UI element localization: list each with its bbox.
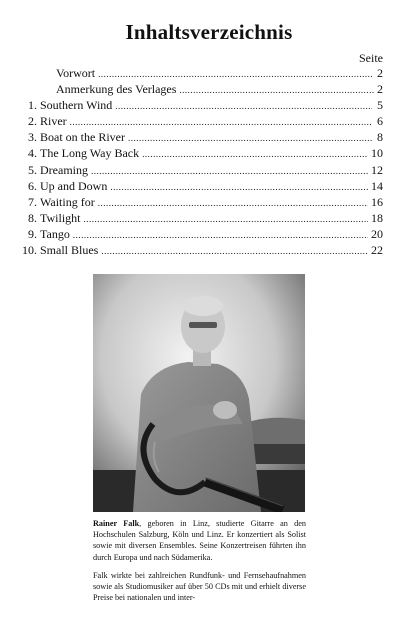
toc-leader-dots (70, 114, 371, 130)
toc-entry (18, 129, 383, 145)
toc-leader-dots (179, 82, 374, 98)
toc-entry-title: Boat on the River (40, 130, 125, 145)
toc-entry-title: Small Blues (40, 243, 99, 258)
toc-entry-title: Up and Down (40, 178, 108, 193)
toc-entry (18, 113, 383, 129)
toc-entry-number: 6. (28, 178, 37, 193)
toc-leader-dots (98, 66, 372, 82)
toc-entry-page: 8 (377, 130, 383, 145)
toc-entry-number: 9. (28, 226, 37, 241)
bio-paragraph-text: , geboren in Linz, studierte Gitarre an den Hochschulen Salzburg, Köln und Linz. Er konzertiert als Solist sowie mit diversen Ensembles. Seine Konzertreisen führten ihn durch Europa und nach Südamerika. (93, 519, 306, 562)
toc-entry-title: Vorwort (56, 66, 96, 80)
page-title: Inhaltsverzeichnis (125, 20, 293, 44)
toc-entry-page: 12 (371, 162, 383, 177)
toc-entry (18, 178, 383, 194)
toc-leader-dots (110, 179, 368, 195)
toc-entry-title: Twilight (40, 210, 81, 225)
toc-leader-dots (115, 98, 372, 114)
author-name: Rainer Falk (93, 519, 140, 528)
toc-entry-page: 22 (371, 243, 383, 258)
toc-entry-number: 10. (22, 243, 37, 258)
toc-entry (18, 81, 383, 97)
bio-paragraph: Falk wirkte bei zahlreichen Rundfunk- und Fernsehaufnahmen sowie als Studiomusiker auf über 50 CDs mit und erhielt diverse Preise bei nationalen und inter- (93, 570, 306, 603)
toc-entry-page: 16 (371, 194, 383, 209)
toc-entry (18, 242, 383, 258)
toc-leader-dots (128, 130, 373, 146)
toc-entry-number: 5. (28, 162, 37, 177)
toc-entry-title: Waiting for (40, 194, 95, 209)
toc-entry-page: 10 (371, 146, 383, 161)
toc-entry (18, 145, 383, 161)
table-of-contents (18, 65, 383, 258)
toc-entry (18, 194, 383, 210)
toc-entry-number: 7. (28, 194, 37, 209)
toc-leader-dots (142, 146, 368, 162)
toc-entry-number: 2. (28, 114, 37, 129)
toc-entry (18, 162, 383, 178)
toc-entry-title: Tango (40, 226, 70, 241)
toc-entry-page: 6 (377, 114, 383, 129)
toc-entry-title: Anmerkung des Verlages (56, 82, 177, 97)
toc-entry-page: 2 (377, 82, 383, 97)
toc-leader-dots (91, 163, 368, 179)
toc-entry-page: 2 (377, 66, 383, 80)
author-biography (93, 518, 306, 610)
toc-entry (18, 210, 383, 226)
toc-leader-dots (73, 227, 368, 243)
toc-leader-dots (98, 195, 368, 211)
page-column-label: Seite (359, 51, 383, 65)
toc-entry-page: 20 (371, 226, 383, 241)
toc-entry-number: 8. (28, 210, 37, 225)
toc-leader-dots (84, 211, 369, 227)
toc-entry (18, 97, 383, 113)
toc-entry-number: 3. (28, 130, 37, 145)
toc-entry (18, 226, 383, 242)
toc-entry-title: The Long Way Back (40, 146, 140, 161)
toc-entry-title: Dreaming (40, 162, 88, 177)
toc-entry-page: 5 (377, 98, 383, 113)
toc-entry-page: 18 (371, 210, 383, 225)
toc-entry-title: Southern Wind (40, 98, 113, 113)
toc-entry-page: 14 (371, 178, 383, 193)
toc-entry-number: 1. (28, 98, 37, 113)
toc-leader-dots (101, 243, 368, 259)
toc-entry-number: 4. (28, 146, 37, 161)
author-photo (93, 274, 305, 512)
toc-entry-title: River (40, 114, 67, 129)
toc-entry (18, 65, 383, 81)
bio-paragraph (93, 518, 306, 563)
